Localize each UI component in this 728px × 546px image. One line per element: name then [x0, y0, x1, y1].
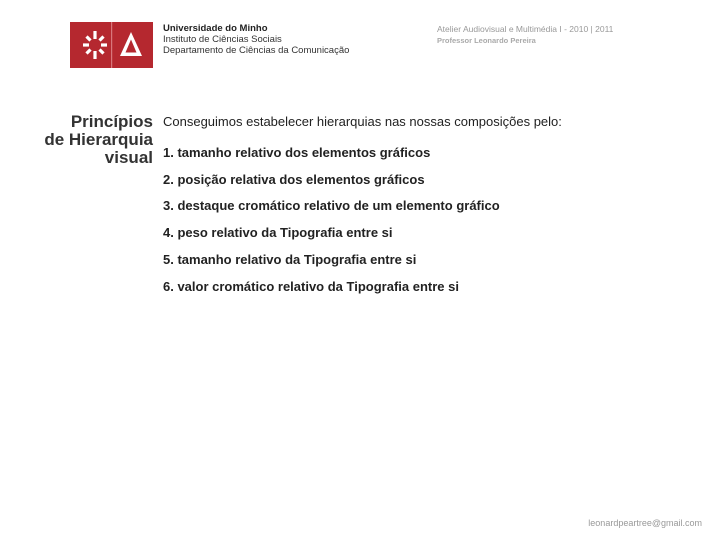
list-item: 6. valor cromático relativo da Tipografia entre si: [163, 278, 459, 294]
list-item: 1. tamanho relativo dos elementos gráficos: [163, 145, 431, 160]
list-item: 3. destaque cromático relativo de um elemento gráfico: [163, 198, 500, 214]
section-title-line: Princípios: [70, 112, 153, 131]
list-item: 4. peso relativo da Tipografia entre si: [163, 225, 393, 241]
triangle-icon: [120, 32, 142, 56]
section-title: [10, 113, 153, 167]
list-item: 5. tamanho relativo da Tipografia entre si: [163, 251, 417, 267]
university-name: Universidade do Minho: [163, 23, 268, 34]
sun-icon: [83, 31, 107, 59]
list-item: 2. posição relativa dos elementos gráficos: [163, 171, 425, 187]
logo-graphic: [70, 22, 153, 68]
section-title-line: de Hierarquia: [44, 130, 153, 149]
university-logo: [70, 22, 153, 68]
contact-email: leonardpeartree@gmail.com: [588, 518, 702, 528]
department-name: Departamento de Ciências da Comunicação: [163, 45, 350, 56]
course-block: [437, 24, 613, 46]
hierarchy-list: [163, 140, 500, 300]
institute-name: Instituto de Ciências Sociais: [163, 34, 282, 45]
course-name: Atelier Audiovisual e Multimédia I - 2010 | 2011: [437, 24, 614, 34]
intro-text: Conseguimos estabelecer hierarquias nas nossas composições pelo:: [163, 114, 562, 129]
section-title-line: visual: [104, 148, 153, 167]
professor-name: Professor Leonardo Pereira: [437, 36, 536, 45]
institution-block: [163, 23, 349, 56]
